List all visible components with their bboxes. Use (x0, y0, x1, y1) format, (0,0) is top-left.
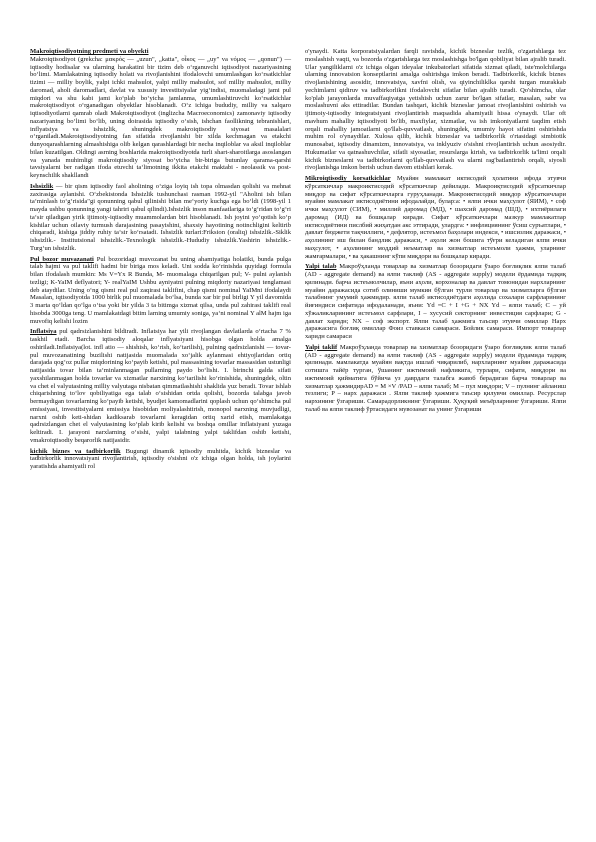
paragraph-aggregate-supply (305, 344, 566, 414)
section-heading: Yalpi taklif (305, 343, 338, 351)
paragraph-text: o'ynaydi. Katta korporatsiyalardan farqli ravishda, kichik biznеslar tezlik, o'zgarishlarga tez moslashish vaqti, va bozorda o'zgarishlarga tez moslashishga bo'lgan qobiliyat bilan ajralib turadi. Ular yangiliklarni o'z ichiga olgan ideyalar inkubatorlari sifatida xizmat qiladi, iste'molchilarga ularning innovatsion konseptlarini amalga oshirishga imkon beradi. Tadbirkorlik, kichik biznes rivojlanishining asosidir, innovatsiya, xavfni olish, va qiyinchiliklka qarshi turgan murakkab yechimlarni qidiruv va tadbirkorlikni ifodalovchi sifatlar bilan ajralib turadi. Qo'shimcha, ular ko'plab jarayonlarda muvaffaqiyatga yetishish uchun zarur bo'lgan sifatlar, masalan, sabr va moslashuvni aks ettiradilar. Bundan tashqari, kichik biznеslar jamoat rivojlanishini oshirish va ijtimoiy-iqtisodiy integratsiyani rivojlantirish maqsadida ahamiyatli hissa o'ynaydi. Ular oft mavhum mahalliy iqtisodiyoti bo'lib, maxfiylar, xizmatlar, va ish imkoniyatlarni taqdim etish orqali mahalliy jamoatlarni qo'llab-quvvatlash, shuningdek, umumiy hayot sifatini oshirishda muhim rol o'ynaydilar. Xulosa qilib, kichik biznеslar va tadbirkorlik o'rtasidagi simbiotik munosabat, iqtisodiy dinamizm, innovatsiya, va inklyuziv o'sishni rivojlantirish uchun asosiydir. Hukumatlar va qatnashuvchilar, sifatli siyosatlar, resurslarga kirish, va tadbirkorlik ta'limi orqali kichik biznеslarni va tadbirkorlarni qo'llab-quvvatlash va ularni rag'batlantirish orqali, siyosli rivojlanishga imkon berish uchun davom etishlari kerak. (305, 48, 566, 172)
section-heading: Makroiqtisodiyotning predmeti va obyekti (30, 48, 149, 55)
paragraph-money-market (30, 256, 291, 326)
section-heading: Inflatsiya (30, 328, 57, 336)
paragraph-text: Муайян мамлакат иктисодий ҳолатини ифода этувчи кўрсаткичлар макроиктисодий кўрсаткичлар дейилади. Макроиқтисодий кўрсаткичлар миқдор ва сифат кўрсаткичларга гуруҳланади. Макроиктисодий миқдор кўрсаткичлари муайян мамлакат иктисодиётини ифодалайди, булар:а: • ялпи ички маҳсулот (ЯИМ), • соф ички маҳсулот (СИМ), • миллий даромад (МД), • шахсий даромад (ШД), • ихтиёрилаги даромад (ИД) ва бошқалар киради. Сифат кўрсаткичлари мазкур мамлакатлар иктисодиётини пислбий жиҳатдан акс эттиради, улардга: • инфляциянинг ўсиш суръатлари, • давлат бюджети тақчиллиги, • дефлятор, истеъмол баҳолари индекси, • ишсизлик даражаси, • аҳолининг иш билан бандлик даражаси, • аҳоли жон бошига тўғри келадиган ялпи ички маҳсулот, • аҳолининг моддий неъматлар ва хизматлар истеъмоли ҳажми, уларнинг жамғармалари, • ва ҳакашнинг кўпи миқдори ва бошқалар киради. (305, 175, 566, 260)
paragraph-indicators (305, 175, 566, 260)
paragraph-small-business (30, 448, 291, 471)
paragraph-text: pul qadrsizlanishini bildiradi. Inflatsiya har yili rivojlangan davlatlarda o‘rtacha 7 % taskhil etadi. Barcha iqtisodiy aloqalar inflyatsiyani hisobga olgan holda amalga oshiriladi.Inflatsiya(lot. infl atio — shishish, ko‘rish, ko‘tarilish), pulning qadrsizlanishi — tovar-pul muvozanatining buzilishi natijasida muomalada xo‘jalik aylanmasi ehtiyojlaridan ortiq darajada qog‘oz pullar miqdorining ko‘payib ketishi, pul massasining tovarlar massasidan ustunligi natijasida tovar bilan ta‘minlanmagan pullarning paydo bo‘lishi. I. birinchi galda sifati yaxshilanmagan holda tovarlar va xizmatlar narxining ko‘tarilishi ko‘rinishida, shuningdek, oltin va chet el valyutasining milliy valyutaga nisbatan qimmatlashishi shaklida yuz beradi. Tovar ishlab chiqarishning to‘lov qobiliyatiga ega talab o‘sishidan ortda qolishi, bozorda talabga javob bermaydigan tovarlarning ko‘payib ketishi, byudjet kamomadlarini qoplash uchun qo‘shimcha pul emissiyasi, investitsiyalarni emissiya hisobidan moliyalashtirish, monopol narxning muvjudligi, narxni oshib keti-shidan kadiksarab tovarlarni keragidan ortiq xarid etish, mamlakatga qadrsizlangan chet el valyutasining ko‘plab kirib kelishi va boshqa omillar inflatsiyani yuzaga keltiradi. I. jarayoni narxlarning o‘sishi, yalpi talabning yalpi taklifdan oshib ketishi, vmakroiqtisodiy beqarorlik natijasidir. (30, 328, 292, 444)
paragraph-text: Makroiqtisodiyot (grekcha: μακρός — „uzun", „katta", οἶκος — „uy" va νόμος — „qonun") — iqtisodiy hodisalar va ularning harakatini bir tizim deb o‘rganuvchi iqtisodiyot nazariyasining bo‘limi. Mamlakatning iqtisodiy holati va rivojlanishini ifodalovchi umumlashgan ko‘rsatkichlar tizimi — milliy boylik, yalpi ichki mahsulot, yalpi milliy mahsulot, sof milliy mahsulot, milliy daromad, aholi daromadlari, davlat va xususiy investitsiyalar yig‘indisi, muomaladagi jami pul miqdori va shu kabi jami ko‘plab bo‘yicha jamlanma, umumlashtiruvchi ko‘rsatkichlar makroiqtisodiyot o‘rganadigan obyektlar hisoblanadi. O‘z ichiga bududiy, milliy va xalqaro iqtisodiyotlarni qamrab oladi Makroiqtisodiyot (inglizcha Macroeconomics) zamonaviy iqtisodiy nazariyaning bo‘limi bo‘lib, uning doirasida iqtisodiy o‘sish, ishchan faollikning tebranishlari, inflyatsiya va ishsizlik, shuningdek makroiqtisodiy siyosat masalalari o‘rganiladi.Makroiqtisodiyotning fan sifatida rivojlanishi bir xilda kechmagan va etakchi dunyoqarashlarning almashishiga olib kelgan qarashlardagi bir necha inqiloblar va aksil inqiloblar bilan kuzatilgan. Oldingi asrning boshlarida makroiqtisodiyotda turli shart-sharoitlarga asoslangan va yanada muhimligi makroiqtisodiy siyosat bo‘yicha bir-biriga butunlay qarama-qarshi tavsiyalarni ber radigan ifoda etuvchi ta‘limotning ikkita etakchi maktabi - neolassik va post-keynschilik shakllandi (30, 55, 291, 179)
paragraph-macroeconomics (30, 48, 291, 180)
paragraph-text: Макроўҳланда товарлар ва хизматлар бозоридаги ўзаро боғлиқлик ялпи талаб (AD - aggregate demand) ва ялпи таклиф (AS - aggregate supply) модели ёрдамида тадқиқ қилинади. мамлакатда муайян вақтда ишлаб чиқарилиб, нархларнинг муайян даражасида сотишга тайёр турган, ўшанинг ижтимоий нафликига, турлари, сифати, миқдори ва ижтимоий қийматига бўйича уз даврдаги талабга жавоб берадиган барча товарлар ва хизматлар ҳажмидирAD = M ×V /PAD – ялпи талаб; M – пул миқдори; V – пулнинг айланиш тезлиги; P – нарх даражаси . Ялпи таклиф ҳажмига таъсир қилувчи омиллар. Ресурслар нархининг ўзгариши. Самарадорликнинг ўзгариши. Ҳуқуқий меъёрларнинг ўзгариши. Ялпи талаб ва ялпи таклиф ўртасидаги мувозанат ва унинг ўзгариши (305, 343, 566, 413)
paragraph-text: Bugungi dinamik iqtisodiy muhitda, kichik bizneslar va tadbirkorlik innovatsiyani rivojlantirish, iqtisodiy o'sishni o'z ichiga olgan holda, ish joylarini yaratishda ahamiyatli rol (30, 447, 292, 470)
section-heading: Yalpi talab (305, 263, 337, 271)
paragraph-aggregate-demand (305, 263, 566, 341)
section-heading: Ishsizlik (30, 182, 54, 190)
paragraph-inflation (30, 328, 291, 444)
section-heading: Pul bozor muvazanati (30, 255, 94, 263)
left-column (30, 48, 291, 842)
paragraph-text: Pul bozoridagi muvozanat bu uning ahamiyatiga holatiki, bunda pulga talab hajmi va pul taklifi hadmi bir biriga mos keladi. Uni sodda ko‘rinishda quyidagi formula bilan ifodalash mumkin: Ms V=Yx R Bunda, M- muomalaga chiqarilgan pul; V- pulni aylanish tezligi; K-YaIM deflyatori; Y- realYaIM Ushbu ayniyatni pulning miqdoriy nazariyasi tenglamasi deb ataydilar. Uning o‘ng qismi real pul zaqirasi taklifini, chap qismi nominal YaIMni ifodalaydi Masalan, iqtisodiyotda 1000 birlik pul muomalada bo‘lsa, bunda xar bir pul birligi Y yil davomida 3 marta qo‘ldan qo‘lga o‘tsa yoki bir yilda 3 ta bitimga xizmat qilsa, unda pul zahirasi taklifi real hisobda 3000ga teng. U mamlakatdagi bitim larning umumiy soniga, ya‘ni nominal Y alM hajm iga muvofiq kelishi lozim (30, 255, 292, 325)
paragraph-unemployment (30, 183, 291, 253)
right-column (305, 48, 566, 842)
paragraph-small-business-cont (305, 48, 566, 172)
section-heading: Mikroiqtisodiy korsatkichlar (305, 175, 391, 182)
paragraph-text: — bir qism iqtisodiy faol aholining o‘ziga loyiq ish topa olmasdan qolishi va mehnat zaxirasiga aylanishi. O‘zbekistonda Ishsizlik tushunchasi rasman 1992-yil "Aholini ish bilan ta‘minlash to‘g‘risida"gi qonunning qabul qilinishi bilan me‘yoriy kuchga ega bo‘ldi (1998-yil 1 mayda ushbu qonunning yangi tahriri qabul qilindi).Ishsizlik inson manfaatlariga to‘g‘ridan to‘g‘ri ta‘sir qiladigan yirik ijtimoiy-iqtisodiy muammolardan biri hisoblanadi. Ish joyini yo‘qotish ko‘p kishilar uchun oilaviy turmush darajasining pasayishini, shaxsiy hayotining notinchligini keltirib chiqaradi, kishiga jiddiy ruhiy ta‘sir ko‘rsatadi. Ishsizlik turlari:Friksion (oraliq) ishsizlik.-Siklik ishsizlik.- Institutsional ishsizlik.-Texnologik ishsizlik.-Hududiy ishsizlik.Yashirin ishsizlik.-Turg‘un ishsizlik. (30, 182, 291, 252)
paragraph-text: Макроўҳланда товарлар ва хизматлар бозоридаги ўзаро боғлиқлик ялпи талаб (AD - aggregate demand) ва ялпи таклиф (AS - aggregate supply) модели ёрдамида тадқиқ қилинади. барча истеъмолчилар, яъни аҳоли, корхоналар ва давлат томонидан нархларнинг муайян даражасида сотиб олиниши мумкин бўлган турли товарлар ва хизматларга бўлган талабнинг умумий ҳажмидир. ялпи талаб иктисодиётдаги аҳолида сохалари сарфларининг йиғиндиси сифатида ифодаланади, яъни: Yd =C + I +G + NX Yd – ялпи талаб; C – уй хўжаликларининг истеъмол сарфлари, I – хусусий секторнинг инвестиция сарфлари; G - давлат харидн; NX – соф экспорт. Ялпи талаб ҳажмига таъсир этувчи омиллар Нарх даражасига боғлиқ омиллар Фоиз ставкаси самараси. Бойлик самараси. Импорт товарлар харидн самараси (305, 263, 566, 340)
section-heading: kichik biznes va tadbirkorlik (30, 447, 121, 455)
